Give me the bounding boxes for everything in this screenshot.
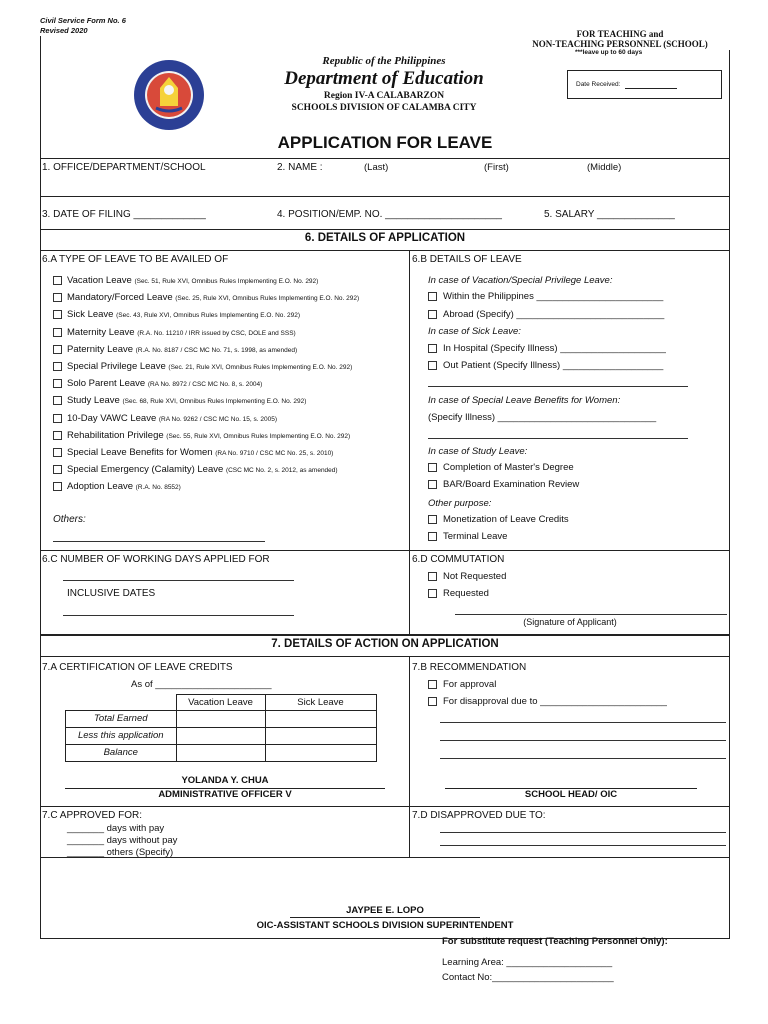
leave-type-item [67,481,181,492]
school-head-title: SCHOOL HEAD/ OIC [524,789,618,800]
division-text: SCHOOLS DIVISION OF CALAMBA CITY [291,103,477,113]
leave-type-item [67,309,300,320]
officer-title: ADMINISTRATIVE OFFICER V [158,789,292,800]
leave-type-checkbox[interactable] [53,293,62,302]
region-text: Region IV-A CALABARZON [323,91,445,101]
date-filing-field[interactable]: 3. DATE OF FILING _____________ [42,209,206,220]
within-ph-label: Within the Philippines ________________________ [443,291,664,302]
working-days-line[interactable] [63,580,294,581]
as-of-field[interactable]: As of ______________________ [131,679,272,690]
others-label: Others: [53,514,86,525]
row-balance: Balance [66,744,177,761]
section7-title: 7. DETAILS OF ACTION ON APPLICATION [271,638,499,650]
vacation-case-label: In case of Vacation/Special Privilege Leave: [428,275,613,286]
leave-type-checkbox[interactable] [53,310,62,319]
leave-type-item [67,344,297,355]
section7d-title: 7.D DISAPPROVED DUE TO: [412,810,546,821]
less-application-sick[interactable] [265,727,376,744]
superintendent-title: OIC-ASSISTANT SCHOOLS DIVISION SUPERINTENDENT [256,920,514,931]
leave-type-reference: (RA No. 9262 / CSC MC No. 15, s. 2005) [158,415,278,423]
superintendent-name: JAYPEE E. LOPO [346,905,424,916]
row-total-earned: Total Earned [66,710,177,727]
others-specify-field[interactable]: _______ others (Specify) [67,847,174,858]
form-number: Civil Service Form No. 6 [40,16,126,25]
seal-icon [132,58,206,132]
for-approval-label: For approval [443,679,497,690]
leave-type-name: Vacation Leave [67,275,132,286]
officer-name: YOLANDA Y. CHUA [181,775,269,786]
leave-type-reference: (RA No. 8972 / CSC MC No. 8, s. 2004) [147,381,263,389]
study-case-label: In case of Study Leave: [428,446,528,457]
learning-area-field[interactable]: Learning Area: ____________________ [442,957,613,968]
within-ph-checkbox[interactable] [428,292,437,301]
hospital-checkbox[interactable] [428,344,437,353]
others-line[interactable] [53,541,265,542]
section6-title: 6. DETAILS OF APPLICATION [304,232,466,244]
section6b-title: 6.B DETAILS OF LEAVE [412,254,522,265]
divider-sec6 [40,250,730,251]
inclusive-dates-line[interactable] [63,615,294,616]
leave-type-name: Study Leave [67,395,120,407]
leave-type-checkbox[interactable] [53,328,62,337]
sick-extra-line[interactable] [428,386,688,387]
leave-type-item [67,464,338,475]
leave-type-item [67,395,306,406]
sec6-vdivider [409,250,410,634]
department-text: Department of Education [284,68,484,89]
section6c-title: 6.C NUMBER OF WORKING DAYS APPLIED FOR [42,554,270,565]
leave-type-item [67,447,333,458]
first-name-label: (First) [484,162,509,173]
requested-label: Requested [443,588,489,599]
leave-type-checkbox[interactable] [53,414,62,423]
balance-sick[interactable] [265,744,376,761]
leave-type-checkbox[interactable] [53,276,62,285]
leave-type-name: Maternity Leave [67,326,135,338]
disapproved-line-1[interactable] [440,832,726,833]
date-received-label: Date Received: [576,81,621,88]
leave-type-checkbox[interactable] [53,482,62,491]
other-purpose-label: Other purpose: [428,498,492,509]
divider-row1 [40,196,730,197]
teaching-line1: FOR TEACHING and [576,29,664,39]
form-title: APPLICATION FOR LEAVE [277,133,493,152]
leave-type-reference: (Sec. 43, Rule XVI, Omnibus Rules Implementing E.O. No. 292) [116,312,301,320]
divider-superintendent [40,857,730,858]
leave-type-reference: (Sec. 51, Rule XVI, Omnibus Rules Implementing E.O. No. 292) [134,278,319,285]
not-requested-label: Not Requested [443,571,507,582]
days-without-pay-field[interactable]: _______ days without pay [67,835,178,846]
leave-type-name: Special Leave Benefits for Women [67,447,213,458]
leave-note: ***leave up to 60 days [575,49,643,56]
sec7-vdivider [409,656,410,857]
leave-type-reference: (RA No. 9710 / CSC MC No. 25, s. 2010) [215,450,334,457]
leave-credits-table [65,694,377,762]
monetization-label: Monetization of Leave Credits [443,514,569,525]
specify-illness-label: (Specify Illness) ______________________________ [428,412,657,423]
not-requested-checkbox[interactable] [428,572,437,581]
leave-type-item [67,327,296,338]
leave-type-item [67,292,359,303]
leave-type-reference: (Sec. 55, Rule XVI, Omnibus Rules Implementing E.O. No. 292) [166,432,351,440]
total-earned-sick[interactable] [265,710,376,727]
leave-type-reference: (R.A. No. 8552) [135,484,181,492]
leave-type-checkbox[interactable] [53,465,62,474]
divider-sec7-title [40,656,730,657]
leave-type-checkbox[interactable] [53,379,62,388]
bar-review-checkbox[interactable] [428,480,437,489]
requested-checkbox[interactable] [428,589,437,598]
leave-type-reference: (R.A. No. 11210 / IRR issued by CSC, DOLE and SSS) [137,329,296,337]
name-label: 2. NAME : [277,162,323,173]
form-revision: Revised 2020 [40,26,88,35]
disapproval-line-3[interactable] [440,758,726,759]
deped-seal [132,58,206,132]
section7a-title: 7.A CERTIFICATION OF LEAVE CREDITS [42,662,233,673]
leave-type-reference: (R.A. No. 8187 / CSC MC No. 71, s. 1998, as amended) [135,346,298,354]
divider-row2 [40,229,730,230]
divider-6c [40,550,730,551]
teaching-line2: NON-TEACHING PERSONNEL (SCHOOL) [532,39,708,49]
row-less-application: Less this application [66,727,177,744]
outpatient-checkbox[interactable] [428,361,437,370]
leave-type-name: Special Emergency (Calamity) Leave [67,464,224,476]
terminal-leave-checkbox[interactable] [428,532,437,541]
position-field[interactable]: 4. POSITION/EMP. NO. _____________________ [277,209,502,220]
women-extra-line[interactable] [428,438,688,439]
col-vacation-leave: Vacation Leave [176,695,265,711]
leave-type-name: Special Privilege Leave [67,361,166,372]
leave-type-name: Mandatory/Forced Leave [67,292,173,304]
republic-text: Republic of the Philippines [322,55,446,67]
signature-line[interactable] [455,614,727,615]
terminal-leave-label: Terminal Leave [443,531,508,542]
section6a-title: 6.A TYPE OF LEAVE TO BE AVAILED OF [42,254,229,265]
office-label: 1. OFFICE/DEPARTMENT/SCHOOL [42,162,206,173]
monetization-checkbox[interactable] [428,515,437,524]
leave-type-checkbox[interactable] [53,431,62,440]
masters-label: Completion of Master's Degree [443,462,574,473]
last-name-label: (Last) [364,162,389,173]
disapproval-line-2[interactable] [440,740,726,741]
leave-type-checkbox[interactable] [53,345,62,354]
leave-type-reference: (Sec. 25, Rule XVI, Omnibus Rules Implementing E.O. No. 292) [175,295,360,303]
leave-type-item [67,413,277,424]
women-case-label: In case of Special Leave Benefits for Women: [428,395,621,406]
salary-field[interactable]: 5. SALARY ______________ [544,209,675,220]
abroad-checkbox[interactable] [428,310,437,319]
days-with-pay-field[interactable]: _______ days with pay [67,823,165,834]
leave-type-checkbox[interactable] [53,448,62,457]
divider-7c [40,806,730,807]
disapproval-line-1[interactable] [440,722,726,723]
sick-case-label: In case of Sick Leave: [428,326,521,337]
leave-type-reference: (CSC MC No. 2, s. 2012, as amended) [225,467,338,475]
divider-sec7 [40,634,730,636]
col-sick-leave: Sick Leave [265,695,376,711]
bar-review-label: BAR/Board Examination Review [443,479,580,490]
leave-type-checkbox[interactable] [53,396,62,405]
abroad-label: Abroad (Specify) ____________________________ [443,309,665,320]
leave-type-item [67,378,262,389]
signature-label: (Signature of Applicant) [523,617,617,627]
disapproved-line-2[interactable] [440,845,726,846]
masters-checkbox[interactable] [428,463,437,472]
leave-type-name: 10-Day VAWC Leave [67,412,157,424]
balance-vacation[interactable] [176,744,265,761]
leave-type-reference: (Sec. 21, Rule XVI, Omnibus Rules Implementing E.O. No. 292) [168,364,353,371]
hospital-label: In Hospital (Specify Illness) ____________________ [443,343,666,354]
inclusive-dates-label: INCLUSIVE DATES [67,588,156,599]
leave-type-item [67,430,350,441]
contact-no-field[interactable]: Contact No:_______________________ [442,972,614,983]
leave-type-name: Solo Parent Leave [67,378,146,390]
section6d-title: 6.D COMMUTATION [412,554,505,565]
for-approval-checkbox[interactable] [428,680,437,689]
for-disapproval-checkbox[interactable] [428,697,437,706]
substitute-title: For substitute request (Teaching Personnel Only): [442,936,668,947]
frame-left [40,36,41,938]
leave-type-item [67,361,352,372]
middle-name-label: (Middle) [587,162,622,173]
leave-type-reference: (Sec. 68, Rule XVI, Omnibus Rules Implementing E.O. No. 292) [122,398,307,406]
table-corner [66,695,177,711]
leave-type-checkbox[interactable] [53,362,62,371]
outpatient-label: Out Patient (Specify Illness) ___________________ [443,360,664,371]
leave-type-item [67,275,318,286]
total-earned-vacation[interactable] [176,710,265,727]
leave-type-name: Adoption Leave [67,481,134,493]
date-received-line [625,88,677,89]
leave-type-name: Paternity Leave [67,343,134,355]
frame-right [729,50,730,938]
section7c-title: 7.C APPROVED FOR: [42,810,143,821]
section7b-title: 7.B RECOMMENDATION [412,662,527,673]
date-received-box [567,70,722,99]
superintendent-signature-line [290,917,480,918]
divider-title [40,158,730,159]
leave-type-name: Rehabilitation Privilege [67,429,164,441]
for-disapproval-label: For disapproval due to ________________________ [443,696,667,707]
less-application-vacation[interactable] [176,727,265,744]
leave-type-name: Sick Leave [67,309,114,321]
